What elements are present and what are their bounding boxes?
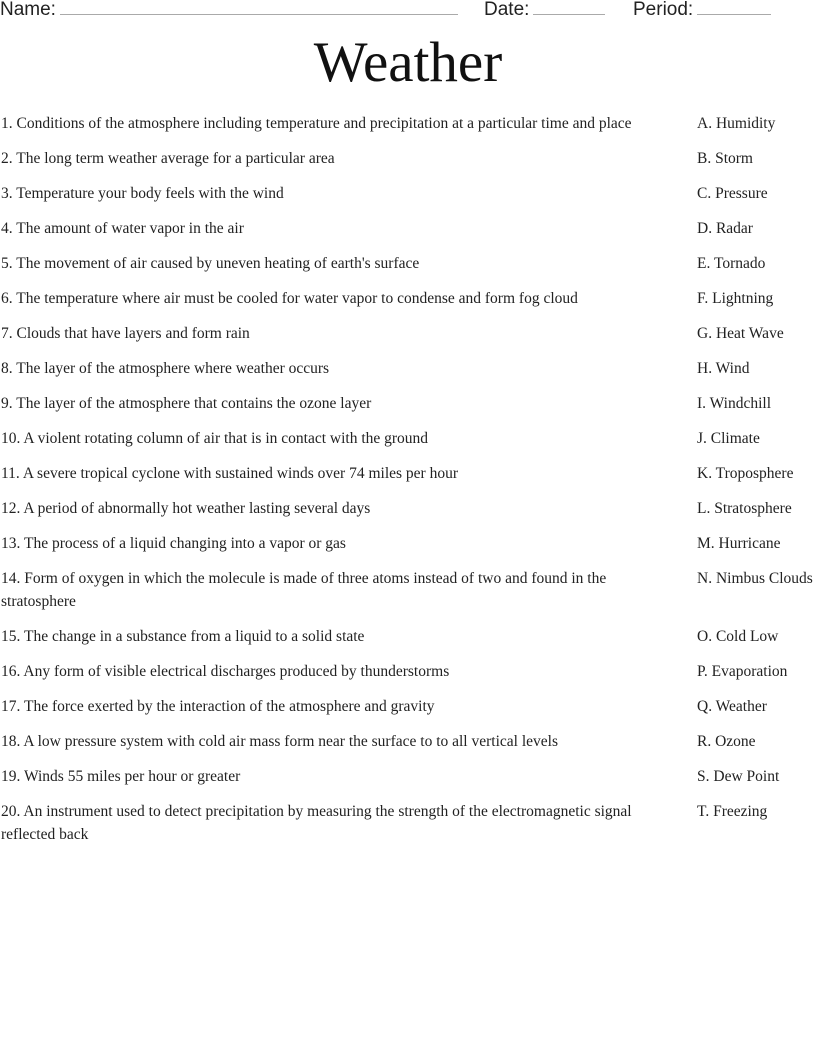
clue-text: 3. Temperature your body feels with the wind bbox=[1, 185, 284, 202]
answer-option: T. Freezing bbox=[697, 803, 768, 820]
list-item bbox=[0, 392, 816, 415]
clue-text: 14. Form of oxygen in which the molecule is made of three atoms instead of two and found in the stratosphere bbox=[1, 570, 607, 610]
clue-text: 1. Conditions of the atmosphere including temperature and precipitation at a particular time and place bbox=[1, 115, 632, 132]
list-item bbox=[0, 625, 816, 648]
clue-text: 8. The layer of the atmosphere where weather occurs bbox=[1, 360, 330, 377]
answer-option: S. Dew Point bbox=[697, 768, 780, 785]
answer-option: B. Storm bbox=[697, 150, 753, 167]
clue-text: 6. The temperature where air must be cooled for water vapor to condense and form fog cloud bbox=[1, 290, 578, 307]
list-item bbox=[0, 765, 816, 788]
clue-text: 7. Clouds that have layers and form rain bbox=[1, 325, 250, 342]
list-item bbox=[0, 112, 816, 135]
clue-text: 16. Any form of visible electrical discharges produced by thunderstorms bbox=[1, 663, 450, 680]
list-item bbox=[0, 497, 816, 520]
answer-option: K. Troposphere bbox=[697, 465, 794, 482]
answer-option: E. Tornado bbox=[697, 255, 766, 272]
list-item bbox=[0, 287, 816, 310]
clue-text: 12. A period of abnormally hot weather lasting several days bbox=[1, 500, 371, 517]
answer-option: L. Stratosphere bbox=[697, 500, 792, 517]
period-blank[interactable] bbox=[697, 0, 771, 15]
answer-option: M. Hurricane bbox=[697, 535, 781, 552]
answer-option: H. Wind bbox=[697, 360, 750, 377]
list-item bbox=[0, 695, 816, 718]
date-field[interactable] bbox=[484, 0, 605, 21]
answer-option: O. Cold Low bbox=[697, 628, 779, 645]
answer-option: P. Evaporation bbox=[697, 663, 788, 680]
clue-text: 18. A low pressure system with cold air mass form near the surface to to all vertical levels bbox=[1, 733, 558, 750]
answer-option: G. Heat Wave bbox=[697, 325, 784, 342]
list-item bbox=[0, 182, 816, 205]
matching-list bbox=[0, 112, 816, 858]
worksheet-header bbox=[0, 0, 816, 21]
answer-option: F. Lightning bbox=[697, 290, 774, 307]
clue-text: 17. The force exerted by the interaction of the atmosphere and gravity bbox=[1, 698, 435, 715]
list-item bbox=[0, 532, 816, 555]
list-item bbox=[0, 462, 816, 485]
list-item bbox=[0, 357, 816, 380]
answer-option: A. Humidity bbox=[697, 115, 776, 132]
answer-option: Q. Weather bbox=[697, 698, 767, 715]
name-label: Name: bbox=[0, 0, 56, 20]
period-field[interactable] bbox=[633, 0, 771, 21]
answer-option: J. Climate bbox=[697, 430, 760, 447]
date-blank[interactable] bbox=[533, 0, 605, 15]
name-field[interactable] bbox=[0, 0, 458, 21]
clue-text: 19. Winds 55 miles per hour or greater bbox=[1, 768, 241, 785]
period-label: Period: bbox=[633, 0, 694, 20]
list-item bbox=[0, 730, 816, 753]
list-item bbox=[0, 252, 816, 275]
answer-option: N. Nimbus Clouds bbox=[697, 570, 813, 587]
list-item bbox=[0, 322, 816, 345]
answer-option: R. Ozone bbox=[697, 733, 756, 750]
list-item bbox=[0, 427, 816, 450]
clue-text: 11. A severe tropical cyclone with sustained winds over 74 miles per hour bbox=[1, 465, 459, 482]
clue-text: 15. The change in a substance from a liquid to a solid state bbox=[1, 628, 365, 645]
list-item bbox=[0, 217, 816, 240]
answer-option: C. Pressure bbox=[697, 185, 768, 202]
list-item bbox=[0, 660, 816, 683]
clue-text: 5. The movement of air caused by uneven heating of earth's surface bbox=[1, 255, 420, 272]
list-item bbox=[0, 800, 816, 846]
clue-text: 9. The layer of the atmosphere that contains the ozone layer bbox=[1, 395, 372, 412]
answer-option: D. Radar bbox=[697, 220, 753, 237]
clue-text: 20. An instrument used to detect precipitation by measuring the strength of the electromagnetic signal reflected back bbox=[1, 803, 632, 843]
clue-text: 13. The process of a liquid changing into a vapor or gas bbox=[1, 535, 346, 552]
clue-text: 2. The long term weather average for a particular area bbox=[1, 150, 335, 167]
clue-text: 10. A violent rotating column of air that is in contact with the ground bbox=[1, 430, 429, 447]
date-label: Date: bbox=[484, 0, 530, 20]
answer-option: I. Windchill bbox=[697, 395, 771, 412]
page-title: Weather bbox=[313, 31, 503, 94]
name-blank[interactable] bbox=[60, 0, 458, 15]
list-item bbox=[0, 147, 816, 170]
clue-text: 4. The amount of water vapor in the air bbox=[1, 220, 244, 237]
list-item bbox=[0, 567, 816, 613]
